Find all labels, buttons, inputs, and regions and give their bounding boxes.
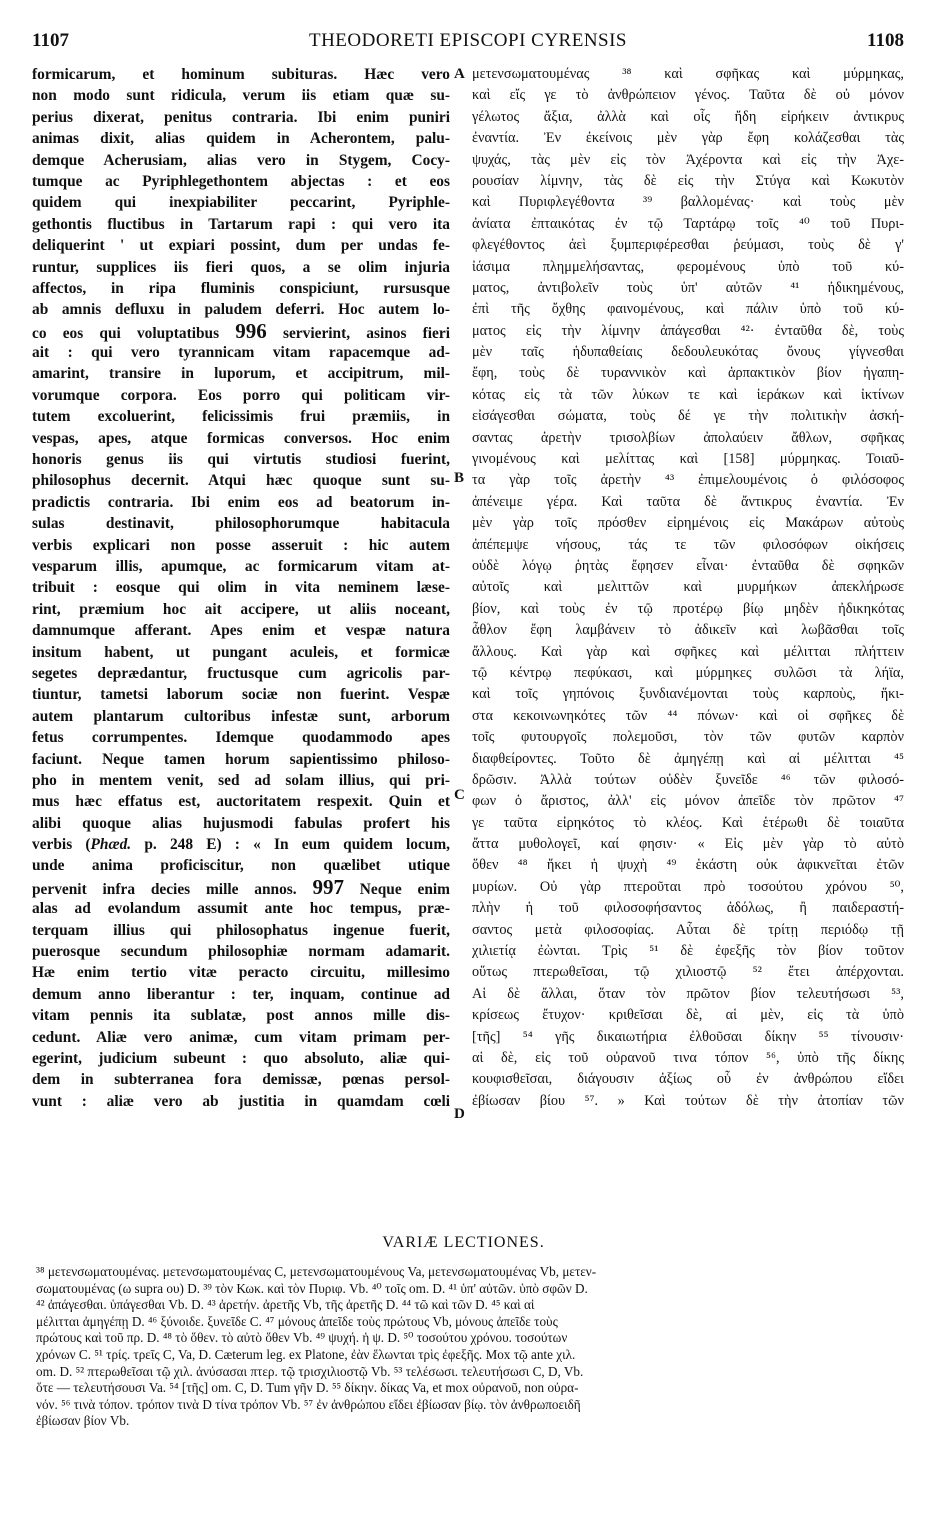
note-line: χρόνων C. ⁵¹ τρίς. τρεῖς C, Va, D. Cæterum leg. ex Platone, ἐὰν ἕλωνται τρὶς ἐφεξῆς. Mox τῷ ante χιλ. [36,1346,576,1362]
note-line: ὅτε — τελευτήσουσι Va. ⁵⁴ [τῆς] om. C, D. Tum γῆν D. ⁵⁵ δίκην. δίκας Va, et mox οὐρανοῦ, non οὐρα- [36,1380,579,1396]
latin-line: alibi quoque alias hujusmodi fabulas profert his [32,814,450,832]
latin-line: puerosque secundum philosophiæ normam adamarit. [32,943,450,961]
latin-line: amarint, transire in luporum, et accipitrum, mil- [32,365,450,383]
greek-line: ἀνίατα ἐπταικότας ἐν τῷ Ταρτάρῳ τοῖς ⁴⁰ τοῦ Πυρι- [472,215,904,232]
greek-line: ματος, ἀντιβολεῖν τοὺς ὑπ' αὐτῶν ⁴¹ ἠδικημένους, [472,279,904,296]
column-number: 997 [312,876,344,899]
latin-line: vespas, apes, atque formicas conversos. Hoc enim [32,429,450,447]
latin-line: terquam illius qui philosophatus ingenue fuerit, [32,921,450,939]
greek-line: ἄλλους. Καὶ γὰρ καὶ σφῆκες καὶ μέλιτται πλήττειν [472,643,904,660]
greek-line: αὐτοῖς καὶ μελιττῶν καὶ μυρμήκων ἀπεκλήρωσε [472,579,904,596]
greek-line: φων ὁ ἄριστος, ἀλλ' εἰς μόνον ἀπεῖδε τὸν πρῶτον ⁴⁷ [472,793,904,810]
greek-line: φλεγέθοντος ἀεὶ ξυμπεριφέρεσθαι ῥεύμασι, τοὺς δὲ γ' [472,237,904,254]
greek-line: ἰάσιμα πλημμελήσαντας, φερομένους ὑπὸ τοῦ κύ- [472,258,904,275]
greek-line: ἀπέπεμψε νήσους, τάς τε τῶν φιλοσόφων οἰκήσεις [472,536,904,553]
latin-line: tribuit : eosque qui olim in vita neminem læse- [32,579,450,597]
greek-line: ἐναντία. Ἐν ἐκείνοις μὲν γὰρ ἔφη κολάζεσθαι τὰς [472,130,904,147]
latin-line: mus hæc effatus est, auctoritatem respexit. Quin et [32,793,450,811]
latin-line: vunt : aliæ vero ab justitia in quamdam cœli [32,1092,450,1110]
latin-line [32,877,450,898]
latin-line [32,321,450,342]
greek-line: ἔφη, τοὺς δὲ τυραννικὸν καὶ ἁρπακτικὸν βίον ἠγαπη- [472,365,904,382]
latin-line: tiuntur, tametsi laborum sociæ non fuerint. Vespæ [32,686,450,704]
latin-line: runtur, supplices iis fieri quos, a se olim injuria [32,258,450,276]
greek-line: πλὴν ἡ τοῦ φιλοσοφήσαντος ἀδόλως, ἢ παιδεραστή- [472,900,904,917]
greek-line: τοῖς φυτουργοῖς πολεμοῦσι, τὸν τῶν φυτῶν καρπὸν [472,729,904,746]
variae-lectiones-heading: VARIÆ LECTIONES. [382,1234,545,1251]
latin-line: vesparum illis, apumque, ac formicarum vitam at- [32,557,450,575]
greek-line: εἰσάγεσθαι σώματα, τοὺς δέ γε τὴν πολιτικὴν ἀσκή- [472,408,904,425]
greek-line: μετενσωματουμένας ³⁸ καὶ σφῆκας καὶ μύρμηκας, [472,66,904,82]
greek-line: δρῶσιν. Ἀλλὰ τούτων οὐδὲν ξυνεῖδε ⁴⁶ τῶν φιλοσό- [472,771,904,788]
greek-line: κότας εἰς τὰ τῶν λύκων τε καὶ ἱεράκων καὶ ἰκτίνων [472,386,904,403]
latin-line-part: Neque enim [359,880,450,898]
latin-line: dem in subterranea fora demissæ, pœnas persol- [32,1071,450,1089]
greek-line: σαντας ἀρετὴν τρισολβίων ἀπολαύειν ἄθλων, σφῆκας [472,429,904,446]
greek-line: τα γὰρ τοῖς ἀρετὴν ⁴³ ἐπιμελουμένοις ὁ φιλόσοφος [472,472,904,489]
latin-line: gethontis fluctibus in Tartarum rapi : qui vero ita [32,215,450,233]
latin-line: autem plantarum cultoribus infestæ sunt, arborum [32,707,450,725]
latin-line: fetus corrumpentes. Idemque quodammodo apes [32,729,450,747]
greek-column [472,64,904,1112]
greek-line: διαφθείροντες. Τοῦτο δὲ ἀμηγέπῃ καὶ αἱ μέλιτται ⁴⁵ [472,750,904,767]
note-line: νόν. ⁵⁶ τινὰ τόπον. τρόπον τινὰ D τίνα τρόπον Vb. ⁵⁷ ἐν ἀνθρώπου εἴδει ἐβίωσαν βίῳ. τὸν ἀνθρωποειδῆ [36,1396,581,1412]
greek-line: καὶ Πυριφλεγέθοντα ³⁹ βαλλομένας· καὶ τοὺς μὲν [472,194,904,211]
latin-line: tumque ac Pyriphlegethontem abjectas : et eos [32,172,450,190]
greek-line: μυρίων. Οὐ γὰρ πτεροῦται πρὸ τοσούτου χρόνου ⁵⁰, [472,878,904,895]
latin-line: unde anima proficiscitur, non quælibet utique [32,857,450,875]
greek-line: [τῆς] ⁵⁴ γῆς δικαιωτήρια ἐλθοῦσαι δίκην ⁵⁵ τίνουσιν· [472,1028,904,1045]
note-line: μέλιτται ἀμηγέπῃ D. ⁴⁶ ξύνοιδε. ξυνεῖδε C. ⁴⁷ μόνους ἀπεῖδε τοὺς πρώτους Vb, μόνους ἀπεῖδε τοὺς [36,1313,558,1329]
latin-line: ab amnis defluxu in paludem deferri. Hoc autem lo- [32,301,450,319]
latin-line: alas ad evolandum assumit ante hoc tempus, præ- [32,900,450,918]
greek-line: ἐπὶ τῆς ὄχθης φαινομένους, καὶ πάλιν ὑπὸ τοῦ κύ- [472,301,904,318]
latin-line: perius dixerat, penitus contraria. Ibi enim puniri [32,108,450,126]
running-title: THEODORETI EPISCOPI CYRENSIS [308,30,628,51]
note-line: om. D. ⁵² πτερωθεῖσαι τῷ χιλ. ἀνύσασαι πτερ. τῷ τρισχιλιοστῷ Vb. ⁵³ τελέσωσι. τελευτήσωσι C, D, Vb. [36,1363,584,1379]
note-line: ³⁸ μετενσωματουμένας. μετενσωματουμένας C, μετενσωματουμένους Va, μετενσωματουμένας Vb, μετεν- [36,1264,597,1279]
latin-line: faciunt. Neque tamen horum sapientissimo philoso- [32,750,450,768]
greek-line: ρουσίαν λίμνην, τὰς δὲ εἰς τὴν Στύγα καὶ Κωκυτὸν [472,172,904,189]
work-reference: Phæd. [90,836,132,854]
latin-line: non modo sunt ridicula, verum iis etiam quæ su- [32,87,450,105]
latin-line: honoris genus iis qui virtutis studiosi fuerint, [32,451,450,469]
latin-line: quidem qui inexpiabiliter peccarint, Pyriphle- [32,194,450,212]
latin-line: egerint, judicium subeunt : quo absoluto, aliæ qui- [32,1049,450,1067]
greek-line: χιλιετίᾳ ἐὼνται. Τρὶς ⁵¹ δὲ ἐφεξῆς τὸν βίον τοῦτον [472,943,904,960]
greek-line: ὅθεν ⁴⁸ ἥκει ἡ ψυχὴ ⁴⁹ ἑκάστη οὐκ ἀφικνεῖται ἐτῶν [472,857,904,874]
latin-column [32,64,450,1112]
running-header [32,30,904,56]
note-line: ἐβίωσαν βίον Vb. [36,1413,130,1429]
latin-line-part: pervenit infra decies mille annos. [32,880,297,898]
latin-line: deliquerint ' ut expiari possint, dum per undas fe- [32,237,450,255]
greek-line: ἆθλον ἔφη λαμβάνειν τὸ ἀδικεῖν καὶ λωβᾶσθαι τοῖς [472,622,904,639]
latin-line: affectos, in ripa fluminis conspiciunt, rursusque [32,279,450,297]
greek-line: ἀπένειμε γέρα. Καὶ ταῦτα δὲ ἄντικρυς ἐναντία. Ἐν [472,493,904,510]
latin-line: demum anno liberantur : ter, inquam, continue ad [32,985,450,1003]
latin-line: insitum habent, ut pungant aculeis, et formicæ [32,643,450,661]
latin-line: Hæ enim tertio vitæ peracto circuitu, millesimo [32,964,450,982]
latin-line: pho in mentem venit, sed ad solam illius, qui pri- [32,771,450,789]
latin-line: damnumque afferant. Apes enim et vespæ natura [32,622,450,640]
note-line: πρώτους καὶ τοῦ πρ. D. ⁴⁸ τὸ ὅθεν. τὸ αὐτὸ ὅθεν Vb. ⁴⁹ ψυχή. ἡ ψ. D. ⁵⁰ τοσούτου χρόνου. τοσούτων [36,1330,568,1346]
margin-letter-a: A [454,66,465,82]
greek-line: οὕτως πτερωθεῖσαι, τῷ χιλιοστῷ ⁵² ἔτει ἀπέρχονται. [472,964,904,981]
greek-line: σαντος μετὰ φιλοσοφίας. Αὗται δὲ τρίτῃ περιόδῳ τῇ [472,921,904,938]
greek-line: αἱ δὲ, εἰς τοῦ οὐρανοῦ τινα τόπον ⁵⁶, ὑπὸ τῆς δίκης [472,1049,904,1066]
page-number-left: 1107 [32,30,69,51]
column-number: 996 [235,320,267,343]
latin-line: segetes deprædantur, fructusque cum agricolis par- [32,664,450,682]
margin-letter-c: C [454,787,465,803]
latin-line: demque Acherusiam, alias vero in Stygem, Cocy- [32,151,450,169]
greek-line: ματος εἰς τὴν λίμνην ἀπάγεσθαι ⁴²· ἐνταῦθα δὲ, τοὺς [472,322,904,339]
latin-line: pradictis contraria. Ibi enim eos ad beatorum in- [32,493,450,511]
latin-line: sulas destinavit, philosophorumque habitacula [32,515,450,533]
greek-line: τῷ κέντρῳ πεφύκασι, καὶ μύρμηκες συλῶσι τὰ λήϊα, [472,664,904,681]
greek-line: Αἱ δὲ ἄλλαι, ὅταν τὸν πρῶτον βίον τελευτήσωσι ⁵³, [472,985,904,1002]
greek-line: στα κεκοινωνηκότες τῶν ⁴⁴ πόνων· καὶ οἱ σφῆκες δὲ [472,707,904,724]
latin-line: philosophus decernit. Atqui hæc quoque sunt su- [32,472,450,490]
latin-line: vorumque corpora. Eos porro qui politicam vir- [32,386,450,404]
latin-line-part: verbis ( [32,836,91,854]
latin-line: verbis explicari non posse asseruit : hic autem [32,536,450,554]
greek-line: μὲν γὰρ τοῖς πρόσθεν εἰρημένοις εἰς Μακάρων αὐτοὺς [472,515,904,532]
greek-line: καὶ εἴς γε τὸ ἀνθρώπειον γένος. Ταῦτα δὲ οὐ μόνον [472,87,904,104]
latin-line-part: servierint, asinos fieri [282,324,450,342]
latin-line-part: co eos qui voluptatibus [32,324,220,342]
latin-line [32,834,450,855]
note-line: σωματουμένας (ω supra ου) D. ³⁹ τὸν Κωκ. καὶ τὸν Πυριφ. Vb. ⁴⁰ τοῖς om. D. ⁴¹ ὑπ' αὐτῶν. ὑπὸ σφῶν D. [36,1280,588,1296]
latin-line: vitam pennis ita sublatæ, post annos mille dis- [32,1007,450,1025]
greek-line: καὶ τοῖς γηπόνοις ξυνδιανέμονται τοὺς καρποὺς, ἥκι- [472,686,904,703]
greek-line: κουφισθεῖσαι, διάγουσιν ἀξίως οὗ ἐν ἀνθρώπου εἴδει [472,1071,904,1088]
latin-line: rint, præmium hoc ait accipere, ut aliis noceant, [32,600,450,618]
margin-letter-d: D [454,1106,465,1122]
latin-line: tutem excoluerint, felicissimis frui præmiis, in [32,408,450,426]
latin-line: ait : qui vero tyrannicam vitam rapacemque ad- [32,344,450,362]
note-line: ⁴² ἀπάγεσθαι. ὑπάγεσθαι Vb. D. ⁴³ ἀρετήν. ἀρετῆς Vb, τῆς ἀρετῆς D. ⁴⁴ τῶ καὶ τῶν D. ⁴⁵ καὶ αἱ [36,1297,535,1313]
greek-line: κρίσεως ἔτυχον· κριθεῖσαι δὲ, αἱ μὲν, εἰς τὰ ὑπὸ [472,1007,904,1024]
greek-line: γινομένους καὶ μελίττας καὶ [158] μύρμηκας. Τοιαῦ- [472,451,904,468]
latin-line: formicarum, et hominum subituras. Hæc vero [32,66,450,83]
greek-line: γε ταῦτα εἰρηκότος τὸ κλέος. Καὶ ἑτέρωθι δὲ τοιαῦτα [472,814,904,831]
greek-line: οὐδὲ λόγῳ ῥητὰς ἔφησεν εἶναι· ἐνταῦθα δὲ σφηκῶν [472,557,904,574]
greek-line: ψυχάς, τὰς μὲν εἰς τὸν Ἀχέροντα καὶ εἰς τὴν Ἀχε- [472,151,904,168]
latin-line: animas dixit, alias quidem in Acherontem, palu- [32,130,450,148]
greek-line: γέλωτος ἄξια, ἀλλὰ καὶ οἷς ἤδη εἰρήκειν ἀντικρυς [472,108,904,125]
latin-line-part: p. 248 E) : « In eum quidem locum, [144,836,450,854]
greek-line: ἄττα μυθολογεῖ, καί φησιν· « Εἰς μὲν γὰρ τὸ αὐτὸ [472,836,904,853]
variae-lectiones-notes [36,1264,904,1430]
greek-line: ἐβίωσαν βίου ⁵⁷. » Καὶ τούτων δὲ τὴν ἀτοπίαν τῶν [472,1092,904,1109]
greek-line: μὲν ταῖς ἡδυπαθείαις δεδουλευκότας ὄνους γίγνεσθαι [472,344,904,361]
page-number-right: 1108 [867,30,904,51]
latin-line: cedunt. Aliæ vero animæ, cum vitam primam per- [32,1028,450,1046]
greek-line: βίον, καὶ τοὺς ἐν τῷ προτέρῳ βίῳ μηδὲν ἠδικηκότας [472,600,904,617]
margin-letter-b: B [454,470,465,486]
